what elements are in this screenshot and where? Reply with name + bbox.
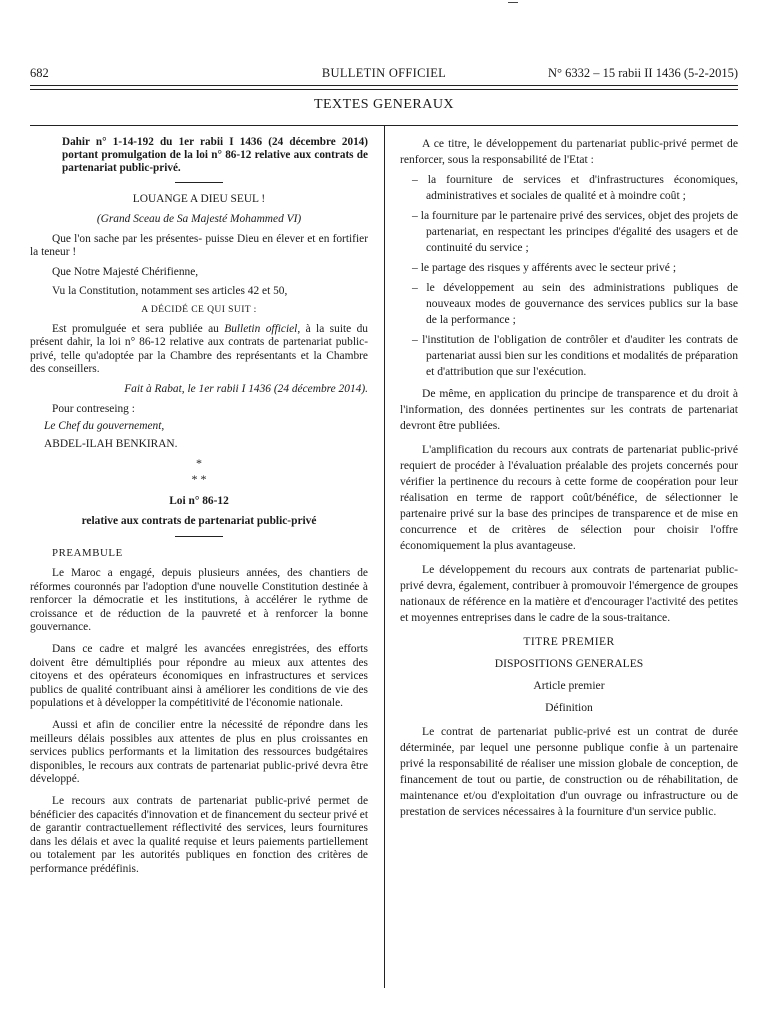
paragraph-sache: Que l'on sache par les présentes- puisse Dieu en élever et en fortifier la teneur !: [30, 232, 368, 259]
right-column: [400, 136, 738, 820]
page-number: 682: [30, 66, 49, 80]
preambule-heading: PREAMBULE: [52, 547, 123, 560]
bulletin-officiel-ref: Bulletin officiel: [224, 322, 298, 335]
preambule-paragraph-4: Le recours aux contrats de partenariat public-privé permet de bénéficier des capacités d'innovation et de financement du secteur privé et de garantir contractuellement réflectivité des services, leurs fournitures dans les délais et avec la qualité requise et leurs paiements partiellement ou totalement par les autorités publiques en fonction des critères de performance prédéfinis.: [30, 794, 368, 875]
bullet-partenaire-prive: – la fourniture par le partenaire privé des services, objet des projets de partenariat, en respectant les principes d'égalité des usagers et de continuité du service ;: [412, 209, 738, 254]
promulgation-text-c: , à la suite du présent dahir, la loi n° 86-12 relative aux contrats de partenariat public-privé, telle qu'adoptée par la Chambre des représentants et la Chambre des conseillers.: [30, 322, 368, 376]
paragraph-majeste: Que Notre Majesté Chérifienne,: [52, 265, 199, 278]
page-header: [30, 66, 738, 82]
article-premier: Article premier: [533, 679, 605, 692]
titre-premier: TITRE PREMIER: [523, 635, 615, 648]
header-rule-thin: [30, 89, 738, 90]
title-rule: [175, 182, 223, 183]
signataire: ABDEL-ILAH BENKIRAN.: [44, 437, 178, 450]
left-column: [30, 136, 368, 877]
promulgation-text-a: Est promulguée et sera publiée au: [52, 322, 225, 335]
bullet-controle-audit: – l'institution de l'obligation de contrôler et d'auditer les contrats de partenariat aussi bien sur les conditions et modalités de préparation et d'attribution que sur l'exécution.: [412, 333, 738, 378]
paragraph-amplification: L'amplification du recours aux contrats de partenariat public-privé requiert de procéder à l'évaluation préalable des projets concernés pour vérifier la pertinence du recours à cette forme de coopération pour leur réalisation en terme de rapport coût/bénéfice, de sélectionner le partenaire privé sur la base des principes de transparence et de mise en concurrence et de critères de sélection pour choisir l'offre économiquement la plus avantageuse.: [400, 443, 738, 552]
asterisk-pair: * *: [191, 472, 207, 487]
bullet-gouvernance: – le développement au sein des administrations publiques de nouveaux modes de gouvernance des services publics sur la base de la performance ;: [412, 281, 738, 326]
preambule-paragraph-2: Dans ce cadre et malgré les avancées enregistrées, des efforts doivent être démultipliés pour répondre au mieux aux attentes des citoyens et des opérateurs économiques en infrastructures et services publics de qualité contribuant ainsi à améliorer les conditions de vie des populations et à développer la compétitivité de l'économie nationale.: [30, 643, 368, 710]
paragraph-promulgation: [30, 323, 368, 377]
dahir-title: Dahir n° 1-14-192 du 1er rabii I 1436 (24 décembre 2014) portant promulgation de la loi n° 86-12 relative aux contrats de partenariat public-privé.: [62, 136, 368, 174]
paragraph-definition: Le contrat de partenariat public-privé est un contrat de durée déterminée, par lequel une personne publique confie à un partenaire privé la responsabilité de réaliser une mission globale de conception, de financement de tout ou partie, de construction ou de réhabilitation, de maintenance et/ou d'exploitation d'un ouvrage ou infrastructure ou de prestation de services nécessaires à la fourniture d'un service public.: [400, 725, 738, 818]
preambule-paragraph-1: Le Maroc a engagé, depuis plusieurs années, des chantiers de réformes couronnés par l'adoption d'une nouvelle Constitution destinée à renforcer la démocratie et les institutions, à accélérer le rythme de croissance et de réduction de la pauvreté et à renforcer la bonne gouvernance.: [30, 567, 368, 634]
chef-gouvernement: Le Chef du gouvernement,: [44, 420, 165, 433]
bullet-partage-risques: – le partage des risques y afférents avec le secteur privé ;: [412, 261, 677, 274]
section-title: TEXTES GENERAUX: [313, 97, 455, 112]
asterisk-top: *: [196, 456, 202, 471]
preambule-paragraph-3: Aussi et afin de concilier entre la nécessité de répondre dans les meilleurs délais possibles aux attentes de plus en plus croissantes en services publics performants et la limitation des ressources budgétaires disponibles, le recours aux contrats de partenariat public-privé devra être développé.: [30, 719, 368, 786]
column-divider: [384, 126, 385, 988]
loi-rule: [175, 536, 223, 537]
paragraph-constitution: Vu la Constitution, notamment ses articles 42 et 50,: [52, 285, 288, 298]
paragraph-developpement: Le développement du recours aux contrats de partenariat public-privé devra, également, contribuer à promouvoir l'émergence de groupes nationaux de référence en la matière et d'encourager l'activité des petites et moyennes entreprises dans le cadre de la sous-traitance.: [400, 563, 738, 624]
definition-heading: Définition: [545, 701, 593, 714]
dispositions-generales: DISPOSITIONS GENERALES: [494, 657, 644, 670]
loi-title: Loi n° 86-12: [169, 495, 229, 508]
decide-heading: A DÉCIDÉ CE QUI SUIT :: [141, 303, 257, 315]
bullet-fourniture-services: – la fourniture de services et d'infrastructures économiques, administratives et sociales de qualité et à moindre coût ;: [412, 173, 738, 202]
paragraph-transparence: De même, en application du principe de transparence et du droit à l'information, des données pertinentes sur les contrats de partenariat devront être publiées.: [400, 387, 738, 432]
paragraph-a-ce-titre: A ce titre, le développement du partenariat public-privé permet de renforcer, sous la responsabilité de l'Etat :: [400, 137, 738, 166]
grand-sceau: (Grand Sceau de Sa Majesté Mohammed VI): [96, 212, 302, 225]
publication-title: BULLETIN OFFICIEL: [321, 66, 447, 80]
issue-info: N° 6332 – 15 rabii II 1436 (5-2-2015): [547, 66, 738, 80]
contreseing: Pour contreseing :: [52, 402, 135, 415]
fait-a-rabat: Fait à Rabat, le 1er rabii I 1436 (24 décembre 2014).: [124, 382, 368, 395]
scan-mark: [508, 2, 518, 3]
header-rule-thick: [30, 85, 738, 86]
loi-subtitle: relative aux contrats de partenariat public-privé: [81, 514, 317, 527]
louange: LOUANGE A DIEU SEUL !: [132, 193, 266, 206]
